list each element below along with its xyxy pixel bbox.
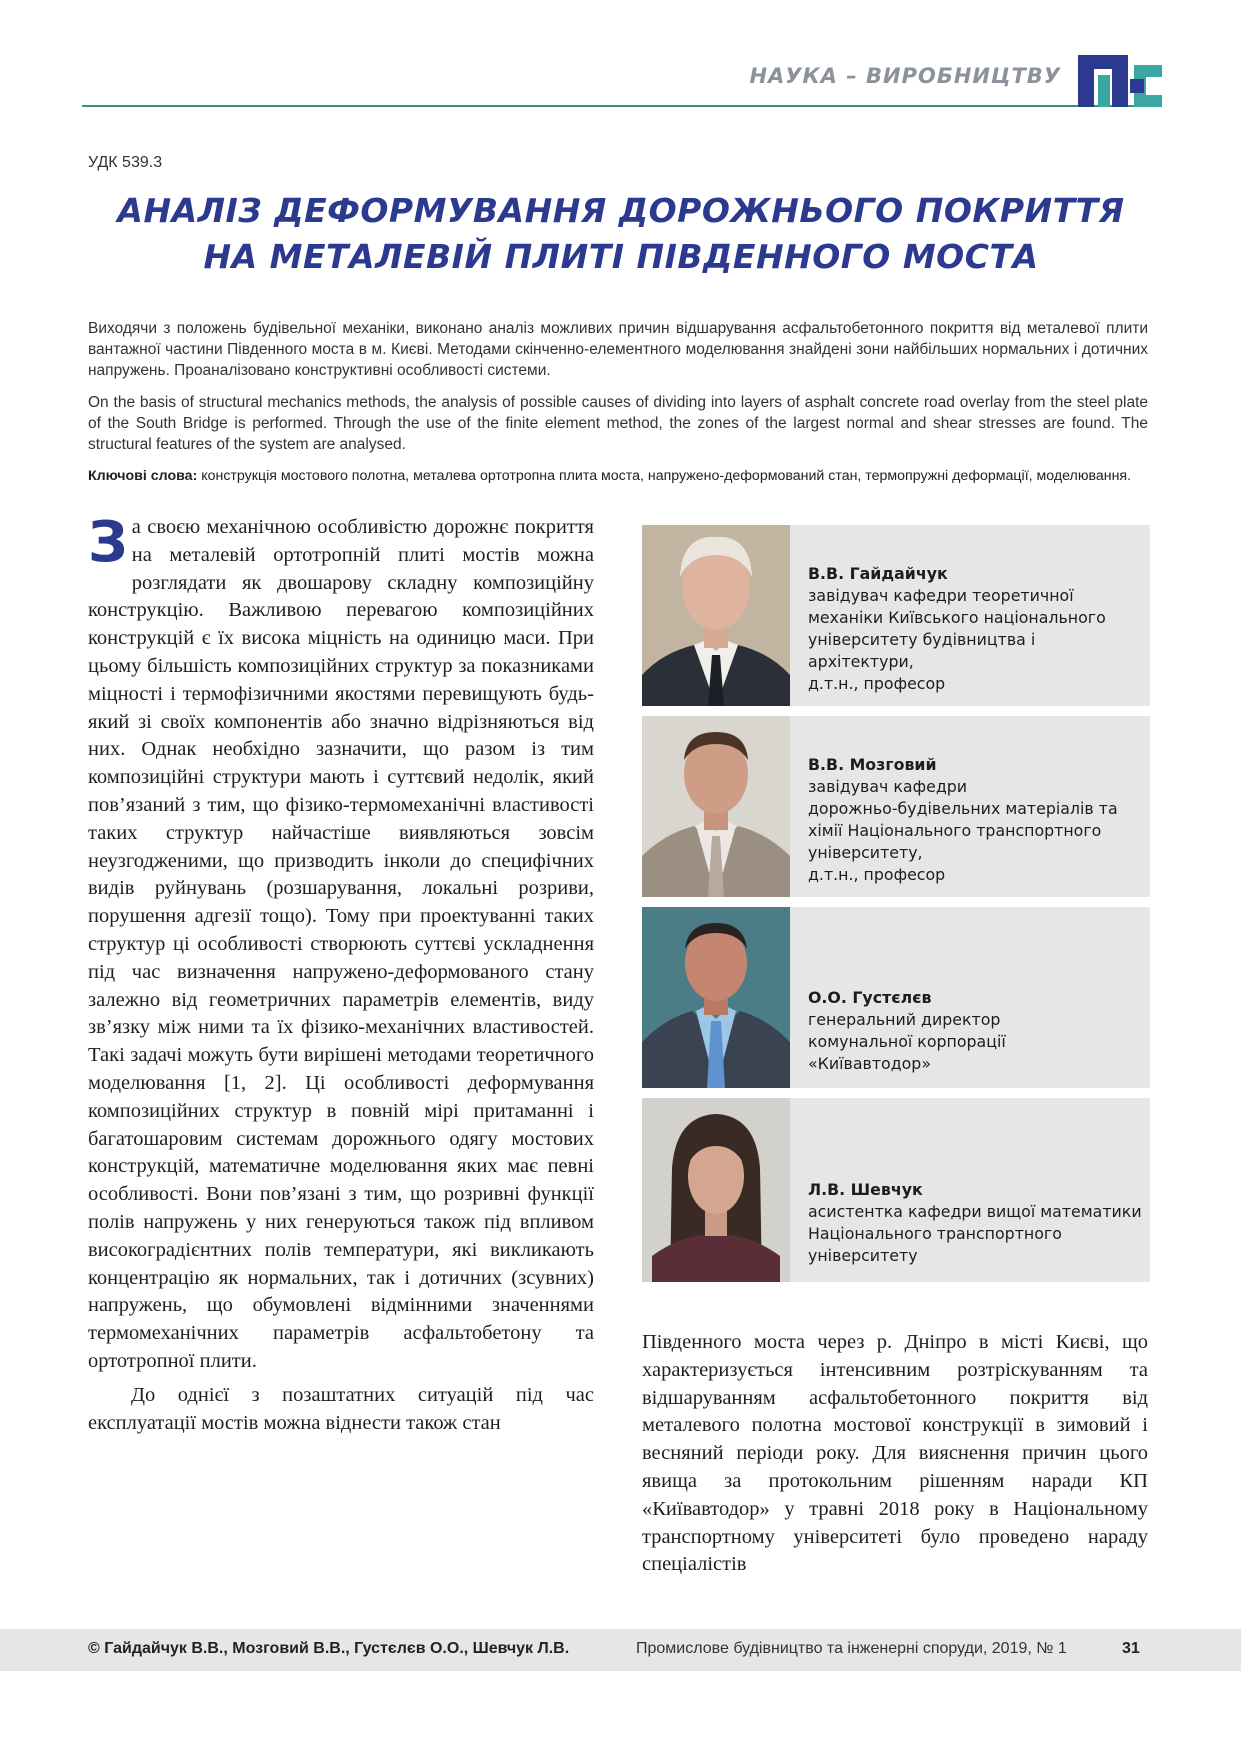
author-name: В.В. Гайдайчук (808, 564, 948, 583)
article-title-line-2: НА МЕТАЛЕВІЙ ПЛИТІ ПІВДЕННОГО МОСТА (203, 237, 1039, 276)
keywords-text: конструкція мостового полотна, металева ортотропна плита моста, напружено-деформований стан, термопружні деформації, моделювання. (197, 468, 1132, 484)
author-photo (642, 907, 790, 1088)
author-card (642, 1098, 1150, 1282)
author-info (808, 563, 1144, 695)
author-card (642, 525, 1150, 706)
keywords-label: Ключові слова: (88, 468, 198, 484)
body-paragraph-1-text: а своєю механічною особливістю дорожнє покриття на металевій ортотропній плиті мостів можна розглядати як двошарову складну композиційну конструкцію. Важливою перевагою композиційних конструкцій є їх висока міцність на одиницю маси. При цьому більшість композиційних структур за показниками міцності і термофізичними якостями перевищують будь-який зі своїх компонентів або значно відрізняються від них. Однак необхідно зазначити, що разом із тим композиційні структури мають і суттєвий недолік, який пов’язаний з тим, що фізико-термомеханічні властивості таких структур найчастіше виявляються зовсім неузгодженими, що призводить інколи до специфічних видів руйнувань (розшарування, локальні розриви, порушення адгезії тощо). Тому при проектуванні таких структур ці особливості створюють суттєві ускладнення під час визначення напружено-деформованого стану залежно від геометричних параметрів елементів, виду зв’язку між ними та їх фізико-механічних властивостей. Такі задачі можуть бути вирішені методами теоретичного моделювання [1, 2]. Ці особливості деформування композиційних структур в повній мірі притаманні і багатошаровим системам дорожнього одягу мостових конструкцій, математичне моделювання яких має певні особливості. Вони пов’язані з тим, що розривні функції полів напружень у них генеруються також під впливом високоградієнтних полів температури, які викликають концентрацію як нормальних, так і дотичних (зсувних) напружень, що обумовлені відмінними значеннями термомеханічних параметрів асфальтобетону та ортотропної плити. (88, 516, 594, 1372)
logo-letter: С (1136, 101, 1137, 102)
author-affiliation-line: хімії Національного транспортного (808, 821, 1102, 840)
author-affiliation-line: комунальної корпорації (808, 1032, 1006, 1051)
abstract-english: On the basis of structural mechanics methods, the analysis of possible causes of dividing into layers of asphalt concrete road overlay from the steel plate of the South Bridge is performed. Through the use of the finite element method, the zones of the largest normal and shear stresses are found. The structural features of the system are analysed. (88, 394, 1148, 453)
body-paragraph-3: Південного моста через р. Дніпро в місті Києві, що характеризується інтенсивним розтріскуванням та відшаруванням асфальтобетонного покриття від металевого полотна мостової конструкції в зимовий і весняний періоди року. Для вияснення причин цього явища за протокольним рішенням наради КП «Київавтодор» у травні 2018 року в Національному транспортному університеті було проведено нараду спеціалістів (642, 1331, 1148, 1576)
author-card (642, 907, 1150, 1088)
author-info (808, 754, 1144, 886)
journal-logo (1078, 55, 1162, 110)
author-photo (642, 1098, 790, 1282)
author-affiliation-line: університету, (808, 843, 923, 862)
footer-journal: Промислове будівництво та інженерні споруди, 2019, № 1 (636, 1640, 1067, 1657)
section-title: НАУКА – ВИРОБНИЦТВУ (749, 64, 1061, 88)
logo-letter: Б (1099, 101, 1100, 102)
logo-letter: П (1081, 101, 1082, 102)
author-card (642, 716, 1150, 897)
author-affiliation-line: «Київавтодор» (808, 1054, 931, 1073)
author-name: В.В. Мозговий (808, 755, 937, 774)
drop-cap: З (88, 510, 128, 575)
author-info (808, 987, 1144, 1075)
logo-letter: І (1114, 101, 1115, 102)
body-column-left (88, 510, 594, 1437)
article-title-line-1: АНАЛІЗ ДЕФОРМУВАННЯ ДОРОЖНЬОГО ПОКРИТТЯ (117, 191, 1125, 230)
footer-authors: © Гайдайчук В.В., Мозговий В.В., Густєлєв О.О., Шевчук Л.В. (88, 1640, 570, 1657)
article-title (82, 188, 1160, 280)
page-number: 31 (1122, 1640, 1140, 1657)
keywords (88, 466, 1168, 486)
body-paragraph-1 (88, 510, 594, 1376)
abstract-ukrainian: Виходячи з положень будівельної механіки, виконано аналіз можливих причин відшарування асфальтобетонного покриття від металевої плити вантажної частини Південного моста в м. Києві. Методами скінченно-елементного моделювання знайдені зони найбільших нормальних і дотичних напружень. Проаналізовано конструктивні особливості системи. (88, 320, 1148, 379)
author-affiliation-line: університету будівництва і (808, 630, 1036, 649)
author-name: Л.В. Шевчук (808, 1180, 923, 1199)
author-affiliation-line: завідувач кафедри (808, 777, 968, 796)
body-paragraph-2: До однієї з позаштатних ситуацій під час експлуатації мостів можна віднести також стан (88, 1383, 594, 1434)
author-affiliation-line: архітектури, (808, 652, 914, 671)
author-degree: д.т.н., професор (808, 674, 946, 693)
author-affiliation-line: асистентка кафедри вищої математики (808, 1202, 1142, 1221)
author-affiliation-line: університету (808, 1246, 918, 1265)
author-info (808, 1179, 1144, 1267)
author-affiliation-line: генеральний директор (808, 1010, 1001, 1029)
author-degree: д.т.н., професор (808, 865, 946, 884)
header-rule (82, 105, 1160, 107)
udc-code: УДК 539.3 (88, 154, 163, 171)
author-photo (642, 716, 790, 897)
page-footer (0, 1629, 1241, 1671)
author-affiliation-line: Національного транспортного (808, 1224, 1062, 1243)
author-affiliation-line: дорожньо-будівельних матеріалів та (808, 799, 1118, 818)
author-affiliation-line: механіки Київського національного (808, 608, 1106, 627)
author-name: О.О. Густєлєв (808, 988, 932, 1007)
author-affiliation-line: завідувач кафедри теоретичної (808, 586, 1074, 605)
author-photo (642, 525, 790, 706)
